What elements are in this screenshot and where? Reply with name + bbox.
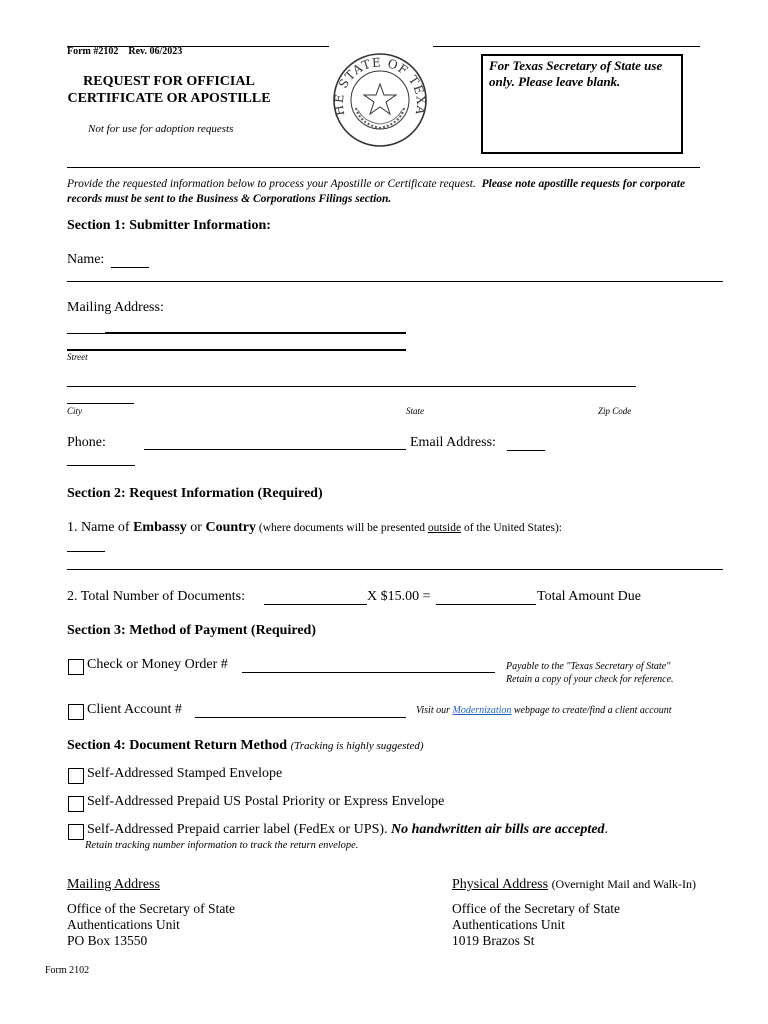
total-amount-field[interactable]	[436, 604, 536, 605]
client-account-checkbox[interactable]	[68, 704, 84, 720]
phone-field[interactable]	[144, 449, 406, 450]
street-label: Street	[67, 352, 88, 362]
city-label: City	[67, 406, 82, 416]
total-documents-label: 2. Total Number of Documents:	[67, 589, 246, 604]
street-field-short[interactable]	[67, 333, 105, 334]
city-field-short[interactable]	[67, 403, 134, 404]
svg-text:THE STATE OF TEXAS: HE STATE OF TEXA	[331, 55, 429, 117]
zip-label: Zip Code	[598, 406, 632, 416]
header-rule-left	[67, 46, 329, 47]
form-number: Form #2102 Rev. 06/2023	[67, 46, 183, 57]
return-option-2-checkbox[interactable]	[68, 796, 84, 812]
header-rule-right	[433, 46, 700, 47]
check-label: Check or Money Order #	[87, 657, 228, 672]
phone-label: Phone:	[67, 435, 106, 450]
client-account-note: Visit our Modernization webpage to create/find a client account	[416, 705, 672, 716]
client-account-field[interactable]	[195, 717, 406, 718]
name-field[interactable]	[67, 281, 723, 282]
section4-heading: Section 4: Document Return Method (Tracking is highly suggested)	[67, 738, 424, 753]
mailing-address-heading: Mailing Address	[67, 877, 160, 892]
state-seal	[330, 50, 430, 150]
check-note: Payable to the "Texas Secretary of State" Retain a copy of your check for reference.	[506, 661, 674, 685]
street-field[interactable]	[105, 332, 406, 334]
street-field-2[interactable]	[67, 349, 406, 351]
section2-heading: Section 2: Request Information (Required)	[67, 486, 323, 501]
total-documents-field[interactable]	[264, 604, 367, 605]
return-option-3-label: Self-Addressed Prepaid carrier label (FedEx or UPS). No handwritten air bills are accepted.	[87, 822, 609, 837]
physical-address-block: Office of the Secretary of State Authentications Unit 1019 Brazos St	[452, 901, 621, 948]
return-option-1-checkbox[interactable]	[68, 768, 84, 784]
client-account-label: Client Account #	[87, 702, 182, 717]
intro-text: Provide the requested information below to process your Apostille or Certificate request. Please note apostille requests for corporate records must be sent to the Business & Corporations Filings section.	[67, 178, 686, 205]
check-number-field[interactable]	[242, 672, 495, 673]
section3-heading: Section 3: Method of Payment (Required)	[67, 623, 316, 638]
return-option-2-label: Self-Addressed Prepaid US Postal Priority or Express Envelope	[87, 794, 445, 809]
city-state-zip-field[interactable]	[67, 386, 636, 387]
page-title: REQUEST FOR OFFICIAL CERTIFICATE OR APOSTILLE	[67, 74, 271, 106]
office-use-box: For Texas Secretary of State use only. Please leave blank.	[481, 54, 683, 154]
embassy-field[interactable]	[67, 569, 723, 570]
email-label: Email Address:	[410, 435, 496, 450]
name-field-short[interactable]	[111, 267, 149, 268]
fee-label: X $15.00 =	[367, 589, 431, 604]
mailing-address-block: Office of the Secretary of State Authentications Unit PO Box 13550	[67, 901, 236, 948]
section1-heading: Section 1: Submitter Information:	[67, 218, 271, 233]
embassy-field-short[interactable]	[67, 551, 105, 552]
modernization-link[interactable]: Modernization	[452, 705, 512, 716]
header-bottom-rule	[67, 167, 700, 168]
email-field-2[interactable]	[67, 465, 135, 466]
return-option-3-checkbox[interactable]	[68, 824, 84, 840]
footer-form-label: Form 2102	[45, 965, 90, 976]
name-label: Name:	[67, 252, 105, 267]
email-field[interactable]	[507, 450, 545, 451]
return-option-1-label: Self-Addressed Stamped Envelope	[87, 766, 283, 781]
check-checkbox[interactable]	[68, 659, 84, 675]
total-amount-label: Total Amount Due	[537, 589, 642, 604]
return-option-3-note: Retain tracking number information to track the return envelope.	[85, 840, 359, 851]
mailing-address-label: Mailing Address:	[67, 300, 164, 315]
embassy-question: 1. Name of Embassy or Country (where documents will be presented outside of the United States):	[67, 520, 562, 535]
subtitle: Not for use for adoption requests	[88, 123, 234, 135]
state-label: State	[406, 406, 424, 416]
physical-address-heading: Physical Address (Overnight Mail and Walk-In)	[452, 877, 697, 892]
